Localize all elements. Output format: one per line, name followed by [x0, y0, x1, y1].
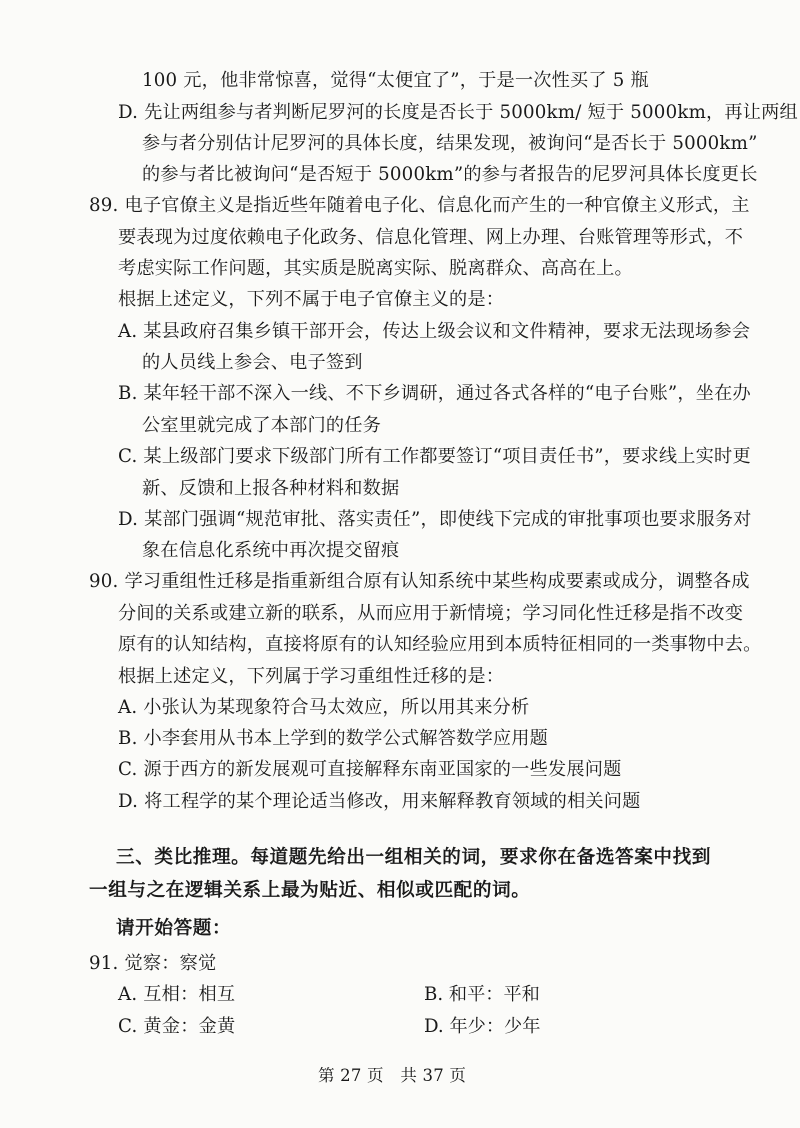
q90-prompt: 根据上述定义，下列属于学习重组性迁移的是： [118, 666, 505, 687]
q91-option-c: C. 黄金：金黄 [118, 1016, 236, 1037]
q89-option-b-line1: B. 某年轻干部不深入一线、不下乡调研，通过各式各样的“电子台账”，坐在办 [118, 383, 751, 404]
section-3-heading-line1: 三、类比推理。每道题先给出一组相关的词，要求你在备选答案中找到 [116, 847, 712, 868]
q89-option-a-line1: A. 某县政府召集乡镇干部开会，传达上级会议和文件精神，要求无法现场参会 [118, 321, 751, 342]
q89-stem-line3: 考虑实际工作问题，其实质是脱离实际、脱离群众、高高在上。 [118, 258, 633, 279]
q89-prompt: 根据上述定义，下列不属于电子官僚主义的是： [118, 289, 505, 310]
q91-option-d: D. 年少：少年 [424, 1016, 541, 1037]
q88-option-d-line3: 的参与者比被询问“是否短于 5000km”的参与者报告的尼罗河具体长度更长 [142, 164, 758, 185]
q89-option-c-line1: C. 某上级部门要求下级部门所有工作都要签订“项目责任书”，要求线上实时更 [118, 446, 751, 467]
q90-option-d: D. 将工程学的某个理论适当修改，用来解释教育领域的相关问题 [118, 791, 641, 812]
q91-option-a: A. 互相：相互 [118, 984, 236, 1005]
q89-option-d-line1: D. 某部门强调“规范审批、落实责任”，即使线下完成的审批事项也要求服务对 [118, 509, 752, 530]
q88-option-d-line2: 参与者分别估计尼罗河的具体长度，结果发现，被询问“是否长于 5000km” [142, 133, 758, 154]
q91-stem: 91. 觉察：察觉 [89, 953, 217, 974]
q91-option-b: B. 和平：平和 [424, 984, 540, 1005]
q89-option-d-line2: 象在信息化系统中再次提交留痕 [142, 540, 400, 561]
q88-option-c-tail: 100 元，他非常惊喜，觉得“太便宜了”，于是一次性买了 5 瓶 [142, 70, 649, 91]
q89-option-c-line2: 新、反馈和上报各种材料和数据 [142, 478, 400, 499]
q90-stem-line3: 原有的认知结构，直接将原有的认知经验应用到本质特征相同的一类事物中去。 [118, 634, 762, 655]
q89-stem-line1: 89. 电子官僚主义是指近些年随着电子化、信息化而产生的一种官僚主义形式，主 [89, 195, 750, 216]
q90-stem-line2: 分间的关系或建立新的联系，从而应用于新情境；学习同化性迁移是指不改变 [118, 603, 744, 624]
q90-option-b: B. 小李套用从书本上学到的数学公式解答数学应用题 [118, 728, 549, 749]
section-3-start-prompt: 请开始答题： [116, 918, 232, 939]
page-number-footer: 第 27 页 共 37 页 [318, 1066, 467, 1085]
q89-option-b-line2: 公室里就完成了本部门的任务 [142, 415, 382, 436]
q90-stem-line1: 90. 学习重组性迁移是指重新组合原有认知系统中某些构成要素或成分，调整各成 [89, 571, 750, 592]
q88-option-d-line1: D. 先让两组参与者判断尼罗河的长度是否长于 5000km/ 短于 5000km，再让两组 [118, 102, 798, 123]
q90-option-a: A. 小张认为某现象符合马太效应，所以用其来分析 [118, 697, 530, 718]
section-3-heading-line2: 一组与之在逻辑关系上最为贴近、相似或匹配的词。 [89, 880, 531, 901]
q90-option-c: C. 源于西方的新发展观可直接解释东南亚国家的一些发展问题 [118, 759, 622, 780]
q89-option-a-line2: 的人员线上参会、电子签到 [142, 352, 363, 373]
q89-stem-line2: 要表现为过度依赖电子化政务、信息化管理、网上办理、台账管理等形式，不 [118, 227, 744, 248]
